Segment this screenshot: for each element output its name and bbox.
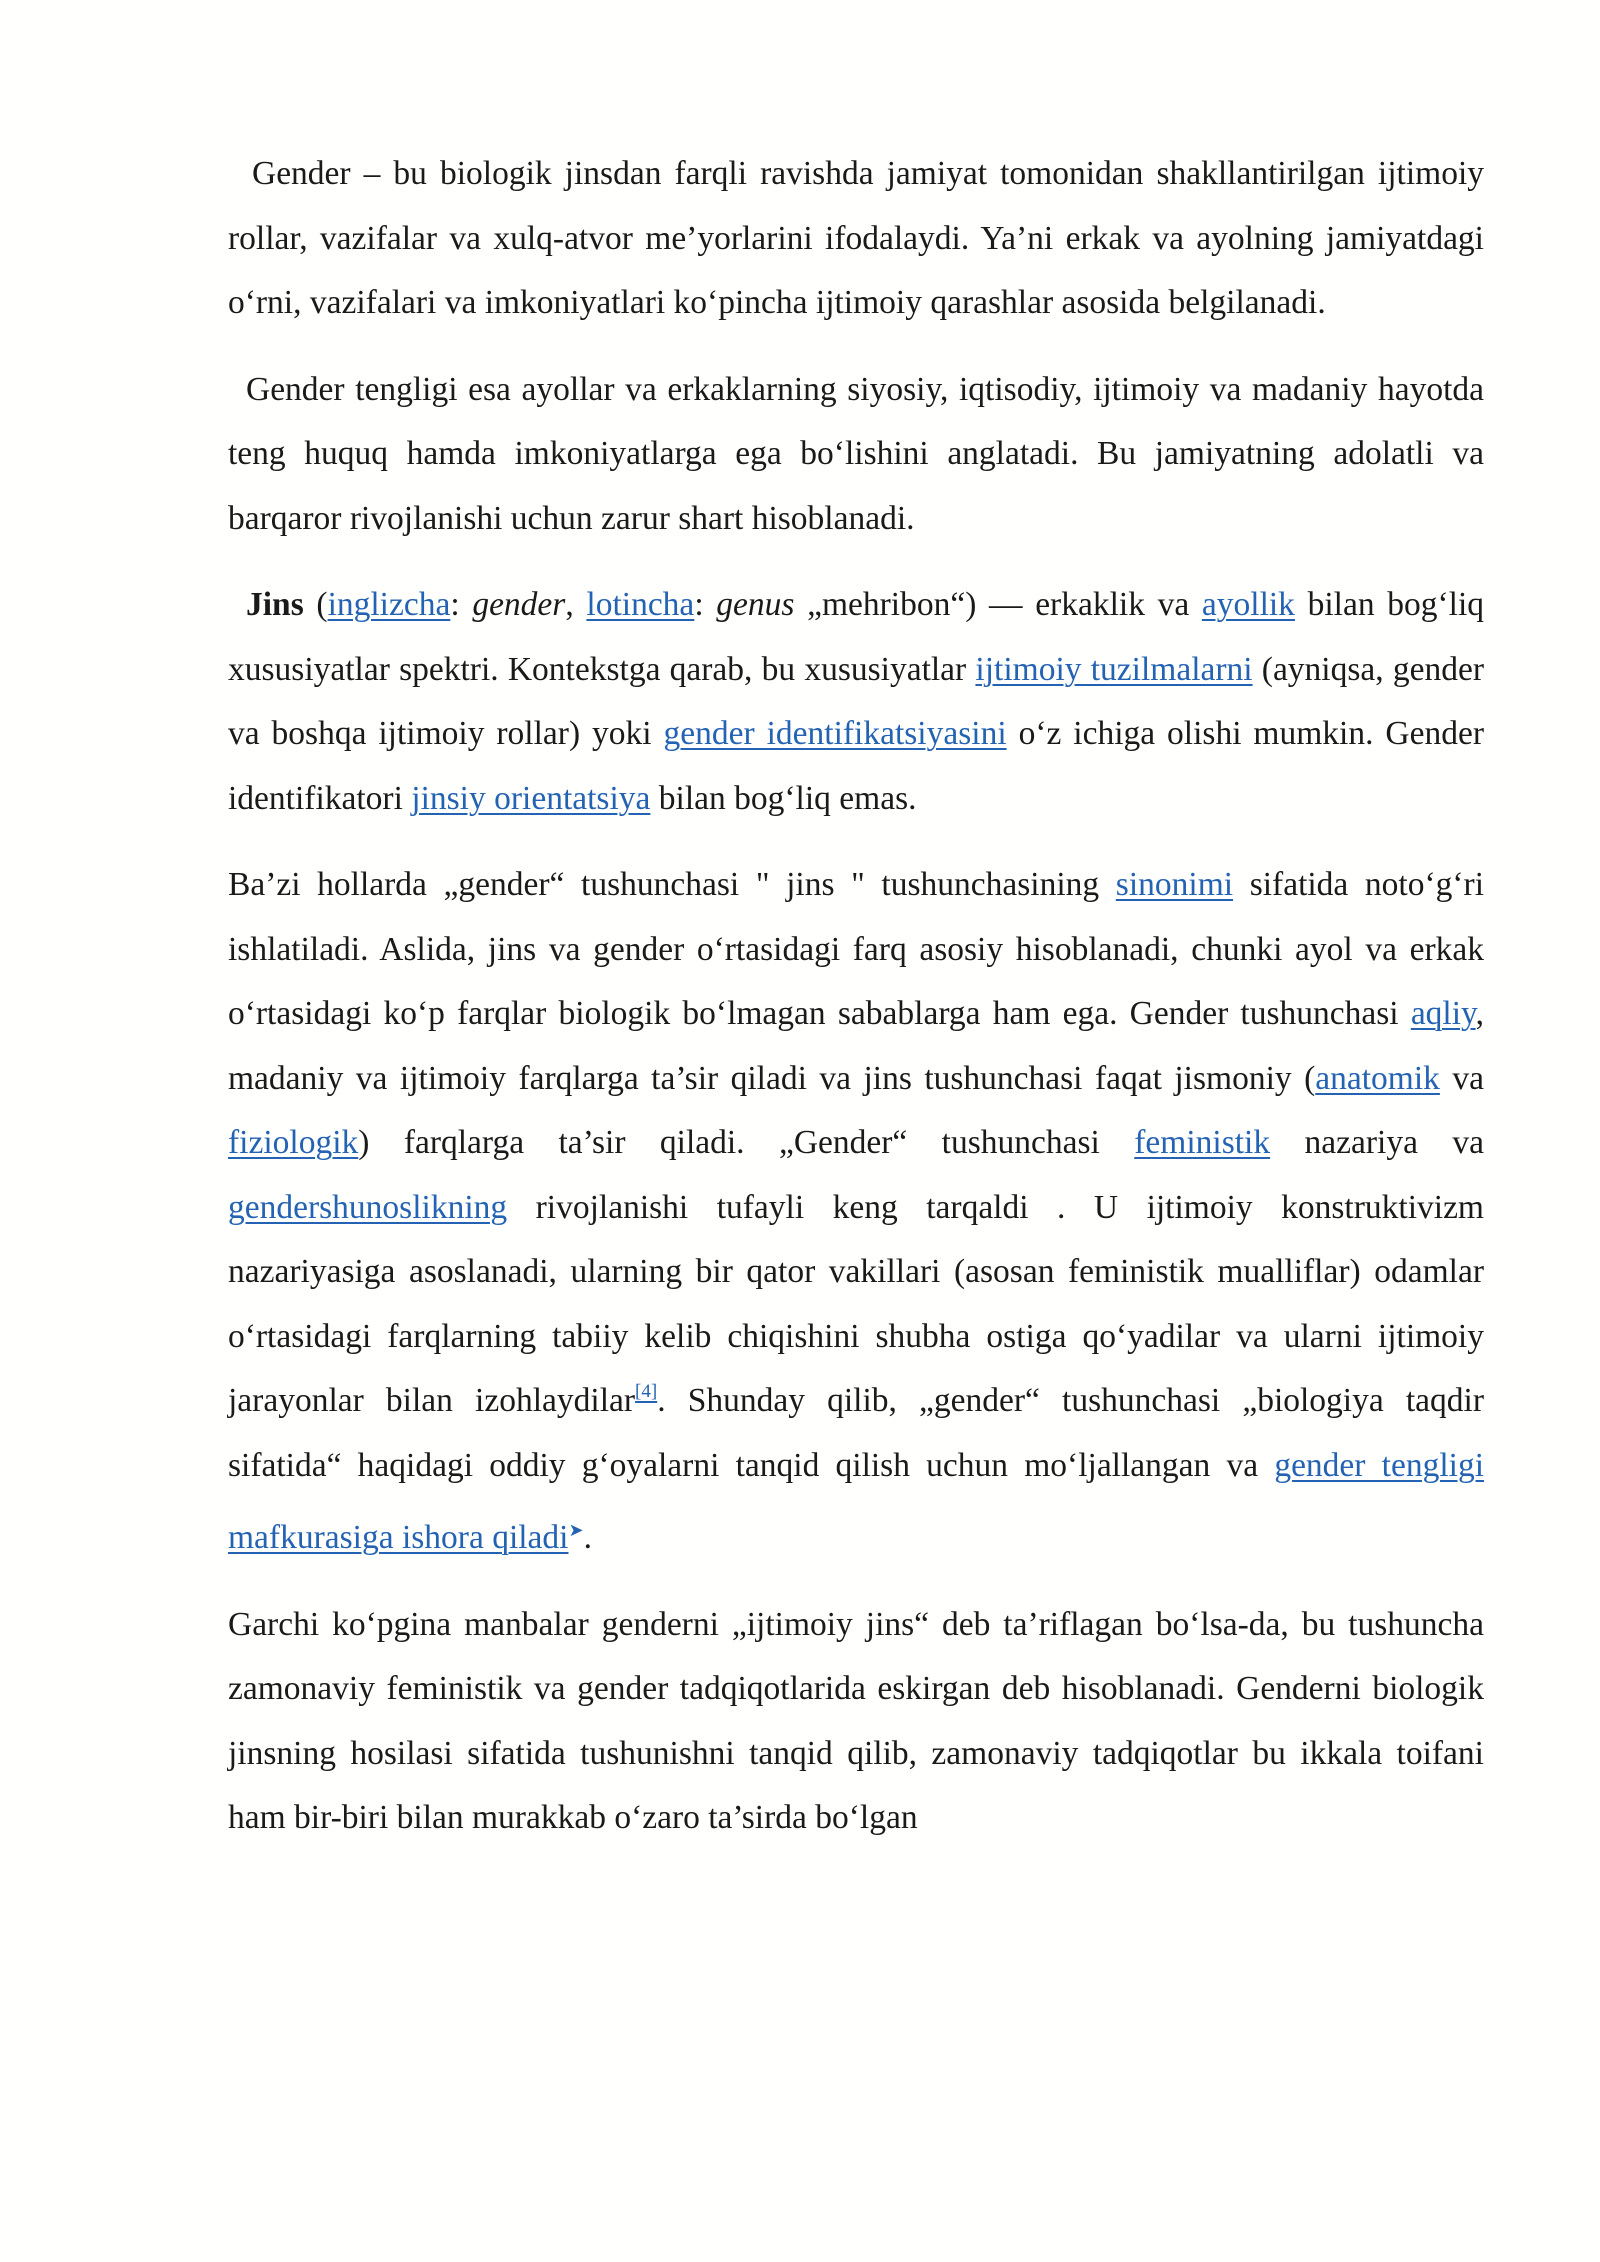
paragraph-gender-vs-sex: [228, 853, 1484, 1571]
link-aqliy[interactable]: aqliy: [1410, 995, 1476, 1032]
link-ayollik[interactable]: ayollik: [1201, 586, 1295, 623]
text-run: bilan bog‘liq xususiyatlar spektri. Kontekstga qarab, bu xususiyatlar: [228, 586, 1485, 688]
text-run: :: [450, 586, 473, 623]
paragraph-jins: [228, 573, 1484, 831]
link-feministik[interactable]: feministik: [1134, 1124, 1271, 1161]
paragraph-gender-definition: Gender – bu biologik jinsdan farqli ravishda jamiyat tomonidan shakllantirilgan ijtimoiy rollar, vazifalar va xulq-atvor me’yorlarini ifodalaydi. Ya’ni erkak va ayolning jamiyatdagi o‘rni, vazifalari va imkoniyatlari ko‘pincha ijtimoiy qarashlar asosida belgilanadi.: [228, 155, 1484, 321]
link-gendershunoslikning[interactable]: gendershunoslikning: [228, 1188, 508, 1226]
term-jins: Jins: [246, 586, 304, 623]
italic-genus: genus: [716, 586, 795, 623]
text-run: nazariya va: [1270, 1124, 1484, 1161]
text-run: sifatida noto‘g‘ri ishlatiladi. Aslida, jins va gender o‘rtasidagi farq asosiy hisoblanadi, chunki ayol va erkak o‘rtasidagi ko‘p farqlar biologik bo‘lmagan sabablarga ham ega. Gender tushunchasi: [228, 866, 1484, 1032]
link-sinonimi[interactable]: sinonimi: [1115, 866, 1234, 903]
link-inglizcha[interactable]: inglizcha: [327, 586, 451, 623]
paragraph-social-sex: Garchi ko‘pgina manbalar genderni „ijtimoiy jins“ deb ta’riflagan bo‘lsa-da, bu tushuncha zamonaviy feministik va gender tadqiqotlarida eskirgan deb hisoblanadi. Genderni biologik jinsning hosilasi sifatida tushunishni tanqid qilib, zamonaviy tadqiqotlar bu ikkala toifani ham bir-biri bilan murakkab o‘zaro ta’sirda bo‘lgan: [228, 1605, 1484, 1836]
text-run: ) farqlarga ta’sir qiladi. „Gender“ tushunchasi: [358, 1124, 1135, 1161]
text-run: :: [694, 586, 717, 623]
link-ijtimoiy-tuzilmalarni[interactable]: ijtimoiy tuzilmalarni: [975, 650, 1253, 688]
italic-gender: gender: [472, 586, 566, 623]
arrow-icon: ➤: [568, 1520, 584, 1540]
text-run: bilan bog‘liq emas.: [650, 779, 917, 817]
footnote-link-4[interactable]: [4]: [635, 1381, 658, 1402]
link-anatomik[interactable]: anatomik: [1315, 1059, 1440, 1097]
footnote-ref-4: [635, 1381, 657, 1402]
text-run: .: [583, 1519, 592, 1556]
text-run: va: [1439, 1059, 1485, 1097]
text-run: (: [303, 586, 328, 623]
link-fiziologik[interactable]: fiziologik: [228, 1124, 359, 1161]
paragraph-gender-equality: Gender tengligi esa ayollar va erkaklarning siyosiy, iqtisodiy, ijtimoiy va madaniy hayotda teng huquq hamda imkoniyatlarga ega bo‘lishini anglatadi. Bu jamiyatning adolatli va barqaror rivojlanishi uchun zarur shart hisoblanadi.: [228, 370, 1484, 537]
text-run: o‘z ichiga olishi mumkin. Gender identifikatori: [228, 715, 1484, 817]
text-run: „mehribon“) — erkaklik va: [794, 586, 1202, 623]
link-lotincha[interactable]: lotincha: [586, 586, 695, 623]
link-gender-tengligi-text: gender tengligi mafkurasiga ishora qiladi: [228, 1446, 1485, 1556]
text-run: rivojlanishi tufayli keng tarqaldi . U ijtimoiy konstruktivizm nazariyasiga asoslanadi, ularning bir qator vakillari (asosan feministik mualliflar) odamlar o‘rtasidagi farqlarning tabiiy kelib chiqishini shubha ostiga qo‘yadilar va ularni ijtimoiy jarayonlar bilan izohlaydilar: [228, 1188, 1484, 1419]
text-run: Ba’zi hollarda „gender“ tushunchasi " jins " tushunchasining: [228, 866, 1116, 903]
text-run: , madaniy va ijtimoiy farqlarga ta’sir qiladi va jins tushunchasi faqat jismoniy (: [228, 995, 1484, 1097]
text-run: (ayniqsa, gender va boshqa ijtimoiy rollar) yoki: [228, 650, 1484, 752]
link-gender-identifikatsiyasini[interactable]: gender identifikatsiyasini: [663, 715, 1007, 752]
link-jinsiy-orientatsiya[interactable]: jinsiy orientatsiya: [411, 779, 651, 817]
text-run: . Shunday qilib, „gender“ tushunchasi „biologiya taqdir sifatida“ haqidagi oddiy g‘oyalarni tanqid qilish uchun mo‘ljallangan va: [228, 1382, 1485, 1484]
text-run: ,: [565, 586, 587, 623]
